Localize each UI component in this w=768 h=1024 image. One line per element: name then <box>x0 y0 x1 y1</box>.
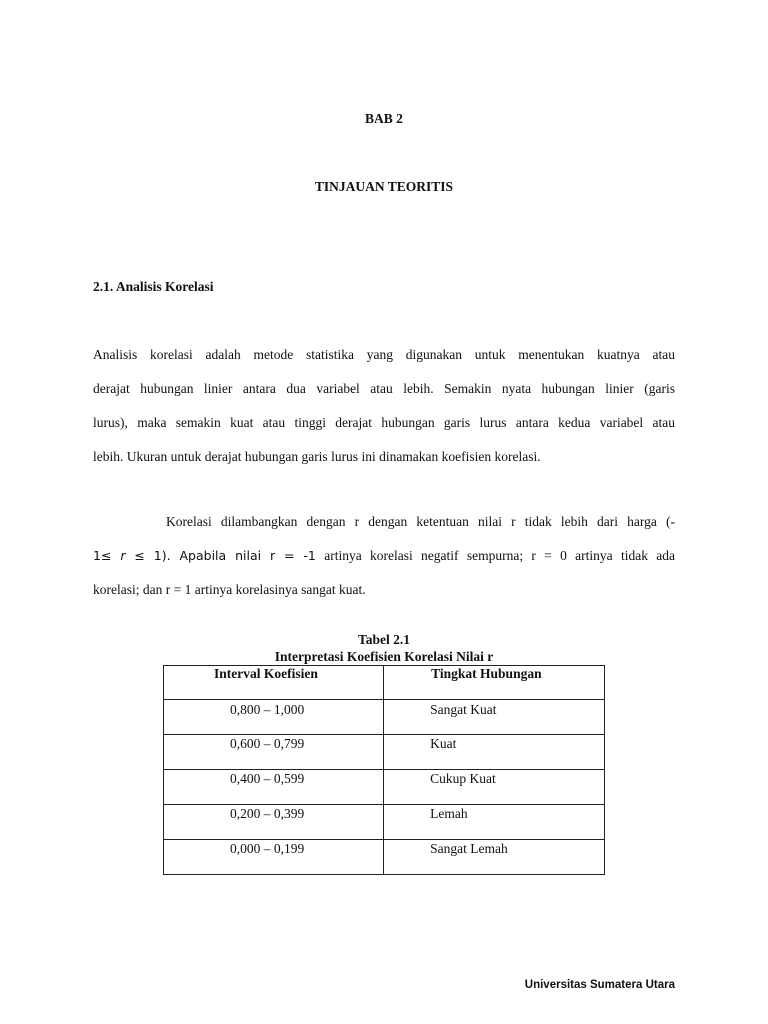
table-row <box>164 805 605 840</box>
table-cell-level: Sangat Kuat <box>384 700 605 735</box>
table-cell-interval: 0,200 – 0,399 <box>164 805 384 840</box>
paragraph-1-line: lebih. Ukuran untuk derajat hubungan garis lurus ini dinamakan koefisien korelasi. <box>93 449 541 464</box>
table-row <box>164 700 605 735</box>
chapter-number: BAB 2 <box>365 111 403 126</box>
table-caption-title: Interpretasi Koefisien Korelasi Nilai r <box>274 649 494 664</box>
table-row <box>164 840 605 875</box>
paragraph-1 <box>93 338 675 474</box>
table-header-level: Tingkat Hubungan <box>384 666 605 700</box>
math-variable-r: r <box>120 548 126 563</box>
table-header-row <box>164 666 605 700</box>
table-header-interval: Interval Koefisien <box>164 666 384 700</box>
table-cell-interval: 0,400 – 0,599 <box>164 770 384 805</box>
correlation-table <box>163 665 605 875</box>
chapter-title: TINJAUAN TEORITIS <box>314 179 454 194</box>
table-cell-level: Cukup Kuat <box>384 770 605 805</box>
table-cell-interval: 0,600 – 0,799 <box>164 735 384 770</box>
paragraph-1-line: derajat hubungan linier antara dua variabel atau lebih. Semakin nyata hubungan linier (garis <box>93 381 675 396</box>
paragraph-2-line: korelasi; dan r = 1 artinya korelasinya sangat kuat. <box>93 582 366 597</box>
table-caption-number: Tabel 2.1 <box>357 632 411 647</box>
math-expression-a: 1≤ <box>93 548 121 563</box>
table-row <box>164 735 605 770</box>
paragraph-2-line-2-text: artinya korelasi negatif sempurna; r = 0 artinya tidak ada <box>315 548 675 563</box>
table-cell-interval: 0,000 – 0,199 <box>164 840 384 875</box>
paragraph-2 <box>93 505 675 607</box>
table-cell-interval: 0,800 – 1,000 <box>164 700 384 735</box>
paragraph-1-line: lurus), maka semakin kuat atau tinggi derajat hubungan garis lurus antara kedua variabel atau <box>93 415 675 430</box>
table-row <box>164 770 605 805</box>
paragraph-2-line-1-text: Korelasi dilambangkan dengan r dengan ketentuan nilai r tidak lebih dari harga (- <box>166 514 675 529</box>
table-cell-level: Lemah <box>384 805 605 840</box>
paragraph-1-line: Analisis korelasi adalah metode statistika yang digunakan untuk menentukan kuatnya atau <box>93 347 675 362</box>
math-expression-b: ≤ 1). Apabila nilai r = -1 <box>125 548 316 563</box>
table-cell-level: Sangat Lemah <box>384 840 605 875</box>
paragraph-2-line <box>93 505 675 539</box>
section-heading: 2.1. Analisis Korelasi <box>93 279 214 294</box>
footer-institution: Universitas Sumatera Utara <box>524 979 675 991</box>
paragraph-2-line <box>93 539 675 573</box>
table-cell-level: Kuat <box>384 735 605 770</box>
